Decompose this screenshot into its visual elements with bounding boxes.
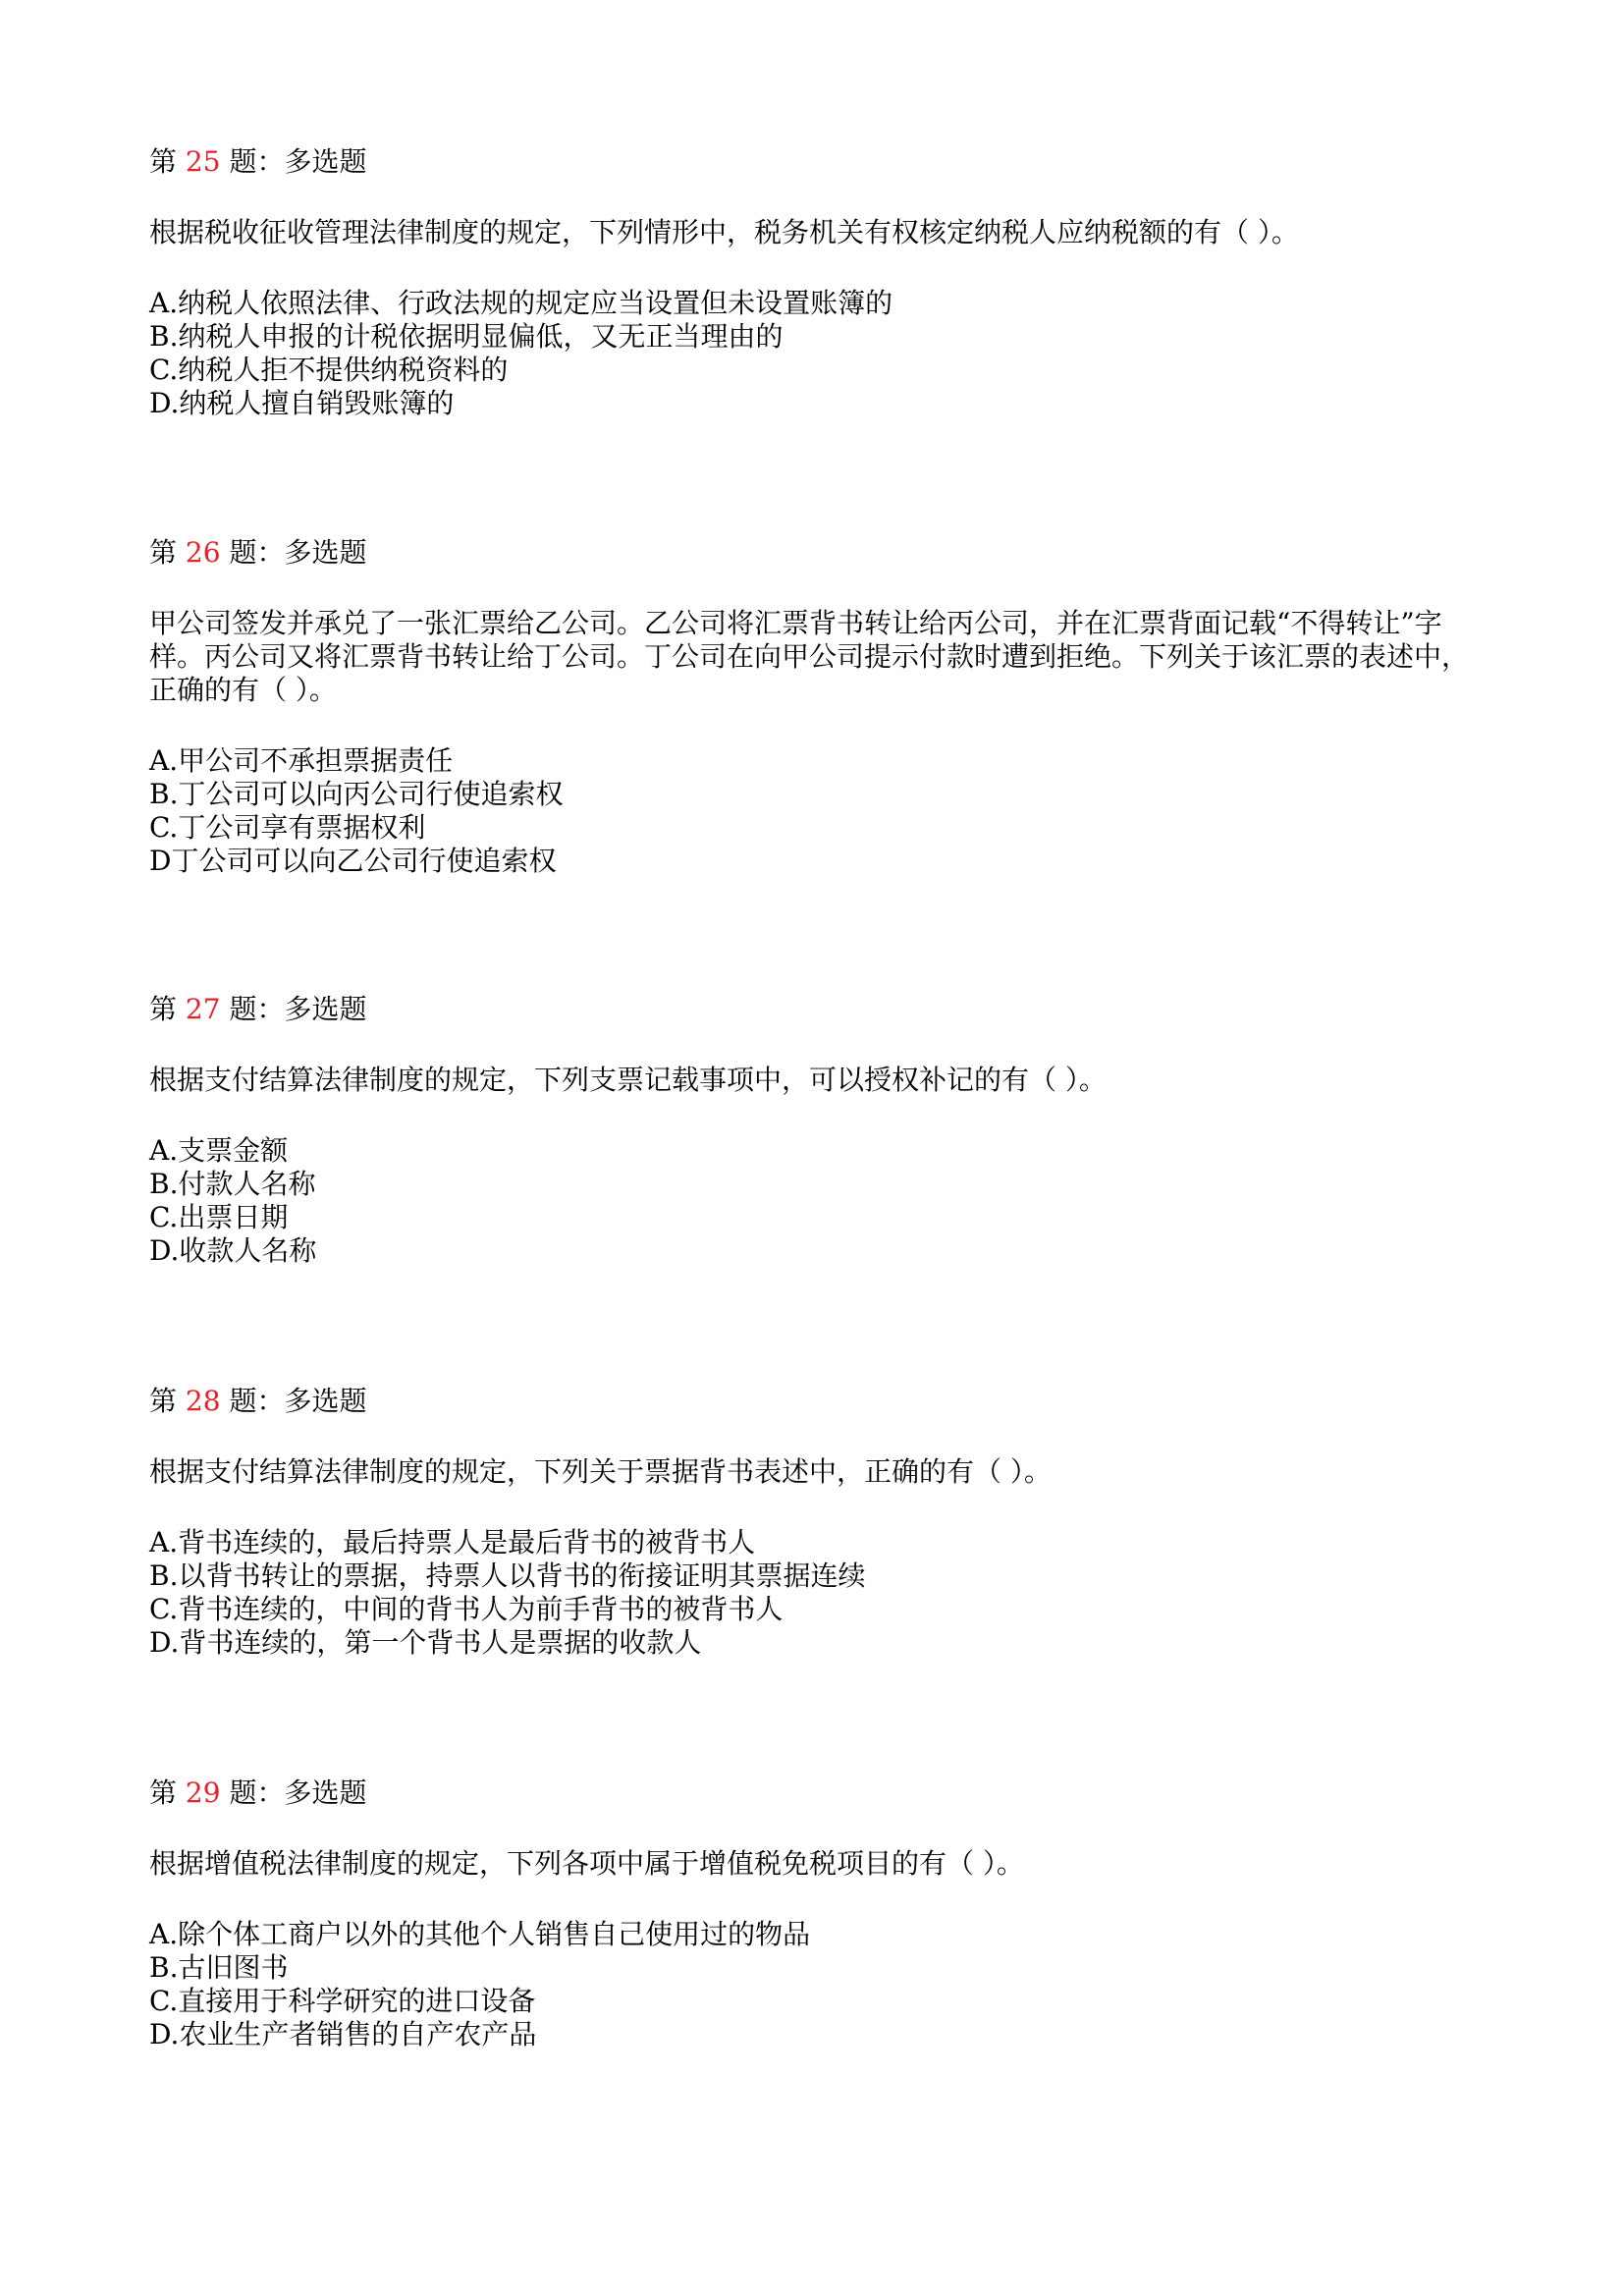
option-a: A.背书连续的，最后持票人是最后背书的被背书人 [149, 1526, 756, 1558]
option-c: C.丁公司享有票据权利 [149, 811, 426, 844]
question-type: 题：多选题 [229, 993, 367, 1025]
question-stem: 根据支付结算法律制度的规定，下列支票记载事项中，可以授权补记的有（ ）。 [149, 1064, 1107, 1096]
question-number: 26 [185, 536, 221, 569]
option-c: C.直接用于科学研究的进口设备 [149, 1985, 536, 2017]
option-b: B.丁公司可以向丙公司行使追索权 [149, 778, 564, 810]
question-prefix: 第 [149, 1777, 178, 1809]
option-list [149, 1134, 1485, 1268]
question-prefix: 第 [149, 536, 178, 569]
question-type: 题：多选题 [229, 536, 367, 569]
option-c: C.背书连续的，中间的背书人为前手背书的被背书人 [149, 1593, 784, 1625]
question-27 [149, 993, 1485, 1268]
question-25 [149, 145, 1485, 420]
option-list [149, 1918, 1485, 2051]
question-26 [149, 536, 1485, 878]
question-stem: 根据增值税法律制度的规定，下列各项中属于增值税免税项目的有（ ）。 [149, 1847, 1024, 1880]
question-header [149, 1385, 1485, 1418]
option-c: C.纳税人拒不提供纳税资料的 [149, 354, 509, 386]
option-d: D.收款人名称 [149, 1234, 317, 1267]
option-a: A.纳税人依照法律、行政法规的规定应当设置但未设置账簿的 [149, 287, 893, 319]
option-b: B.古旧图书 [149, 1951, 289, 1984]
question-stem: 根据税收征收管理法律制度的规定，下列情形中，税务机关有权核定纳税人应纳税额的有（ ）。 [149, 216, 1299, 248]
option-b: B.以背书转让的票据，持票人以背书的衔接证明其票据连续 [149, 1559, 866, 1592]
option-d: D.背书连续的，第一个背书人是票据的收款人 [149, 1626, 702, 1659]
option-c: C.出票日期 [149, 1201, 289, 1233]
option-d: D.农业生产者销售的自产农产品 [149, 2018, 537, 2050]
option-b: B.付款人名称 [149, 1168, 316, 1200]
option-d: D丁公司可以向乙公司行使追索权 [149, 845, 557, 877]
question-number: 25 [185, 145, 221, 178]
question-type: 题：多选题 [229, 1385, 367, 1417]
question-prefix: 第 [149, 145, 178, 178]
question-type: 题：多选题 [229, 1777, 367, 1809]
question-header [149, 993, 1485, 1026]
question-number: 29 [185, 1777, 221, 1809]
question-header [149, 536, 1485, 570]
option-a: A.支票金额 [149, 1134, 289, 1167]
option-a: A.除个体工商户以外的其他个人销售自己使用过的物品 [149, 1918, 811, 1950]
question-stem: 甲公司签发并承兑了一张汇票给乙公司。乙公司将汇票背书转让给丙公司，并在汇票背面记载“不得转让”字样。丙公司又将汇票背书转让给丁公司。丁公司在向甲公司提示付款时遭到拒绝。下列关于该汇票的表述中，正确的有（ ）。 [149, 607, 1470, 706]
question-prefix: 第 [149, 993, 178, 1025]
question-28 [149, 1385, 1485, 1660]
question-stem: 根据支付结算法律制度的规定，下列关于票据背书表述中，正确的有（ ）。 [149, 1455, 1052, 1488]
question-number: 27 [185, 993, 221, 1025]
question-header [149, 145, 1485, 179]
question-29 [149, 1777, 1485, 2051]
option-list [149, 1526, 1485, 1660]
option-d: D.纳税人擅自销毁账簿的 [149, 387, 455, 419]
option-a: A.甲公司不承担票据责任 [149, 744, 454, 777]
question-prefix: 第 [149, 1385, 178, 1417]
option-b: B.纳税人申报的计税依据明显偏低，又无正当理由的 [149, 320, 784, 353]
question-type: 题：多选题 [229, 145, 367, 178]
option-list [149, 744, 1485, 878]
question-header [149, 1777, 1485, 1810]
question-number: 28 [185, 1385, 221, 1417]
option-list [149, 287, 1485, 420]
